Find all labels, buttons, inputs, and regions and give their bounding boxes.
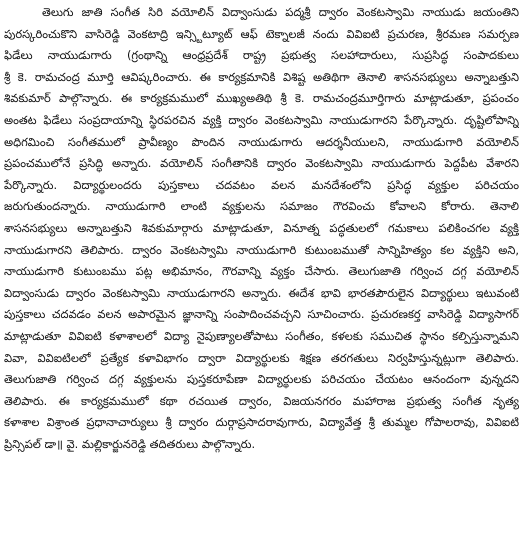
paragraph-line: అంతట ఫిడేలు సంప్రదాయాన్ని స్థిరపరచిన వ్యక్తి ద్వారం వెంకటస్వామి నాయుడుగారని పేర్కొన్నారు. దృష్టిలోపాన్ని (4, 112, 519, 127)
paragraph-line: పేర్కొన్నారు. విద్యార్థులందరు పుస్తకాలు చదవటం వలన మనదేశంలోని ప్రసిద్ధ వ్యక్తుల పరిచయం (4, 177, 519, 192)
paragraph-line: నాయుడుగారని తెలిపారు. ద్వారం వెంకటస్వామి నాయుడుగారి కుటుంబముతో సాన్నిహిత్యం కల వ్యక్తిని అని, (4, 242, 519, 257)
paragraph-line: మాట్లాడుతూ వివిఐటి కళాశాలలో విద్యా నైపుణ్యాలతోపాటు సంగీతం, కళలకు సముచిత స్థానం కల్పిస్తున్నామని (4, 328, 519, 343)
paragraph-line: ఫిడేలు నాయుడుగారు (గ్రంథాన్ని ఆంధ్రప్రదేశ్ రాష్ట్ర ప్రభుత్వ సలహాదారులు, సుప్రసిద్ధ సంపాదకులు (4, 48, 519, 63)
paragraph-line: శ్రీ కె. రామచంద్ర మూర్తి ఆవిష్కరించారు. ఈ కార్యక్రమానికి విశిష్ట అతిథిగా తెనాలి శాసనసభ్యులు అన్నాబత్తుని (4, 69, 519, 84)
article-body (4, 2, 519, 455)
paragraph-line: తెలుగు జాతి సంగీత సిరి వయోలిన్ విద్వాంసుడు పద్మశ్రీ ద్వారం వెంకటస్వామి నాయుడు జయంతిని (42, 5, 519, 19)
paragraph-line: తెలుగుజాతి గర్వించ దగ్గ వ్యక్తులను పుస్తకరూపేణా విద్యార్థులకు పరిచయం చేయటం ఆనందంగా వున్నదని (4, 372, 519, 387)
paragraph-line: నాయుడుగారి కుటుంబము పట్ల అభిమానం, గౌరవాన్ని వ్యక్తం చేసారు. తెలుగుజాతి గర్వించ దగ్గ వయోలిన్ (4, 264, 519, 279)
paragraph-line: పుస్తకాలు చదవడం వలన అపారమైన జ్ఞానాన్ని సంపాదించవచ్చని సూచించారు. ప్రచురణకర్త వాసిరెడ్డి విద్యాసాగర్ (4, 307, 519, 322)
paragraph-line: పురస్కరించుకొని వాసిరెడ్డి వెంకటాద్రి ఇన్స్టిట్యూట్ ఆఫ్ టెక్నాలజీ నందు వివిఐటి ప్రచురణ, శ్రీరమణ సమర్పణ (4, 26, 519, 41)
paragraph-line: శివకుమార్ పాల్గొన్నారు. ఈ కార్యక్రమములో ముఖ్యఅతిథి శ్రీ కె. రామచంద్రమూర్తిగారు మాట్లాడుతూ, ప్రపంచం (4, 91, 519, 106)
paragraph-line: తెలిపారు. ఈ కార్యక్రమములో కథా రచయిత ద్వారం, విజయనగరం మహారాజ ప్రభుత్వ సంగీత నృత్య (4, 393, 519, 408)
paragraph-line: వివా, వివిఐటిలలో ప్రత్యేక కళావిభాగం ద్వారా విద్యార్థులకు శిక్షణ తరగతులు నిర్వహిస్తున్నట్లుగా తెలిపారు. (4, 350, 519, 365)
paragraph-line: అధిగమించి సంగీతములో ప్రావీణ్యం పొందిన నాయుడుగారు ఆదర్శనీయులని, నాయుడుగారి వయోలిన్ (4, 134, 519, 149)
paragraph-line: విద్వాంసుడు ద్వారం వెంకటస్వామి నాయుడుగారని అన్నారు. ఈదేశ భావి భారతపౌరులైన విద్యార్థులు ఇటువంటి (4, 285, 519, 300)
paragraph-line: శాసనసభ్యులు అన్నాబత్తుని శివకుమార్గారు మాట్లాడుతూ, వినూత్న పద్ధతులలో గమకాలు పలికించగల వ్యక్తి (4, 220, 519, 235)
paragraph-line: ప్రపంచములోనే ప్రసిద్ధి అన్నారు. వయోలిన్ సంగీతానికి ద్వారం వెంకటస్వామి నాయుడుగారు పెద్దపీట వేశారని (4, 156, 519, 171)
paragraph-line: జరుగుతుందన్నారు. నాయుడుగారి లాంటి వ్యక్తులను సమాజం గౌరవించు కోవాలని కోరారు. తెనాలి (4, 199, 519, 214)
paragraph-line: ప్రిన్సిపల్ డా॥ వై. మల్లికార్జునరెడ్డి తదితరులు పాల్గొన్నారు. (4, 436, 256, 451)
paragraph-line: కళాశాల విశ్రాంత ప్రధానాచార్యులు శ్రీ ద్వారం దుర్గాప్రసాదరావుగారు, విద్యావేత్త శ్రీ తుమ్మల గోపాలరావు, వివిఐటి (4, 415, 519, 430)
